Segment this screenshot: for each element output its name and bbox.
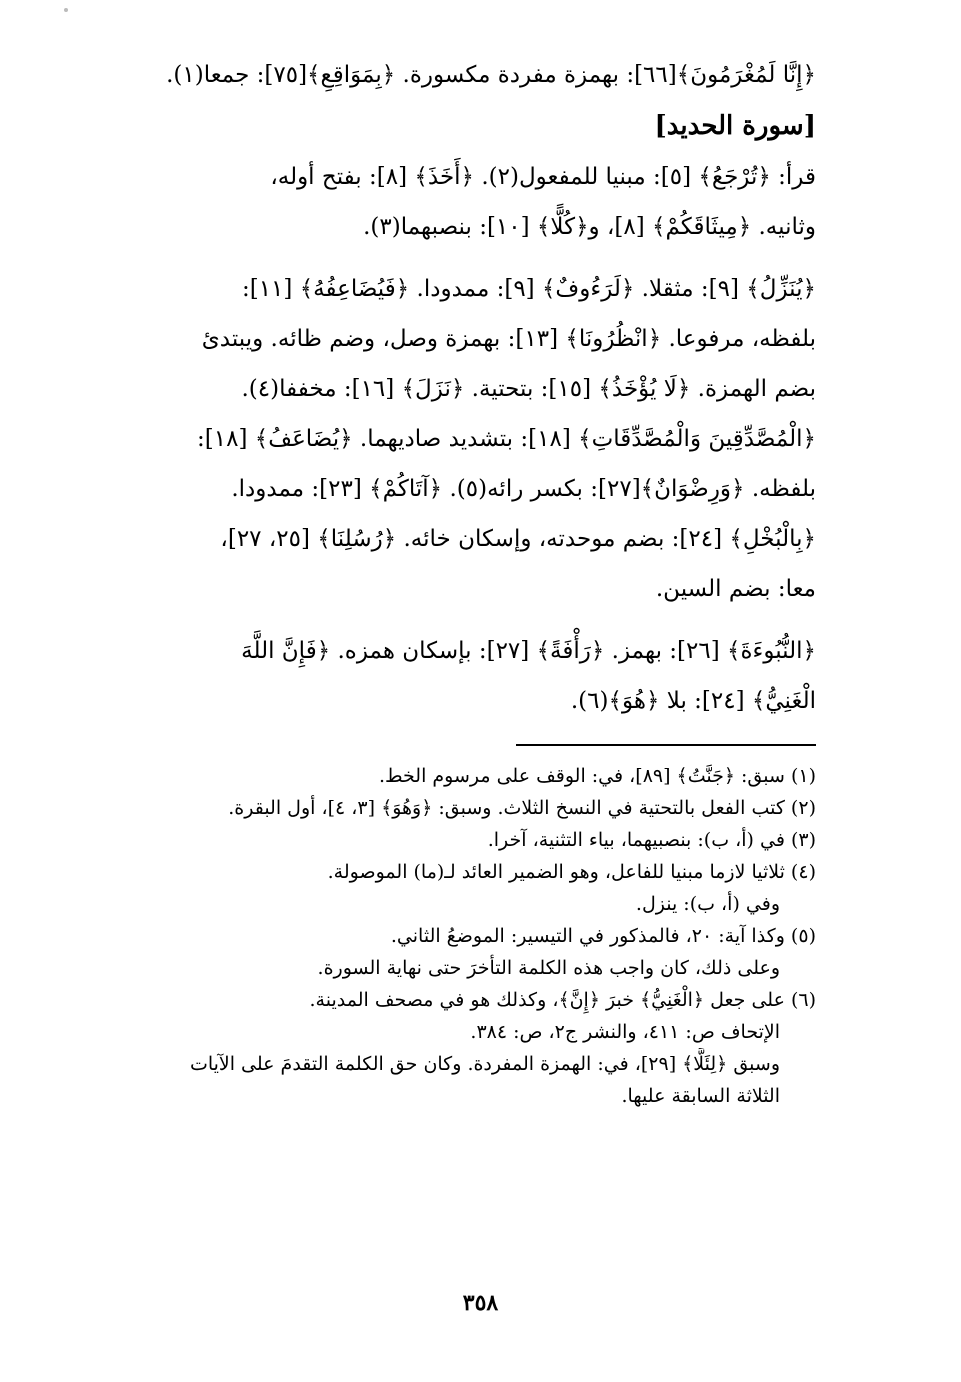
paragraph-3 [98,626,816,726]
text-line: ﴿يُنَزِّلُ﴾ [٩]: مثقلا. ﴿لَرَءُوفٌ﴾ [٩]: ممدودا. ﴿فَيُضَاعِفُهُ﴾ [١١]: [241,276,816,302]
footnotes [98,760,816,1112]
text-line: ﴿إِنَّا لَمُغْرَمُونَ﴾[٦٦]: بهمزة مفردة مكسورة. ﴿بِمَوَاقِعِ﴾[٧٥]: جمعا(١). [166,62,816,88]
text-line: ﴿الْمُصَّدِّقِينَ وَالْمُصَّدِّقَاتِ﴾ [١٨]: بتشديد صاديهما. ﴿يُضَاعَفُ﴾ [١٨]: [197,426,816,452]
footnote-separator [516,744,816,746]
footnote: (١) سبق: ﴿جَنَّتُ﴾ [٨٩]، في: الوقف على مرسوم الخط. [378,765,816,787]
surah-heading: [سورة الحديد] [654,111,816,141]
text-line: الْغَنِيُّ﴾ [٢٤]: بلا ﴿هُوَ﴾(٦). [570,688,816,714]
text-line: معا: بضم السين. [655,576,816,602]
text-line: وثانيه. ﴿مِيثَاقَكُمْ﴾ [٨]، و﴿كُلًّا﴾ [١٠]: بنصبهما(٣). [363,214,816,240]
scan-speck [64,8,68,12]
footnote-continuation: وعلى ذلك، كان واجب هذه الكلمة التأخرَ حتى نهاية السورة. [317,957,780,979]
paragraph-2 [98,264,816,614]
footnote-continuation: وسبق ﴿لِئَلَّا﴾ [٢٩]، في: الهمزة المفردة. وكان حق الكلمة التقدمَ على الآيات [189,1053,780,1075]
footnote: (٥) وكذا آية: ٢٠، فالمذكور في التيسير: الموضعُ الثاني. [390,925,816,947]
text-line: بضم الهمزة. ﴿لَا يُؤْخَذُ﴾ [١٥]: بتحتية. ﴿نَزَلَ﴾ [١٦]: مخففا(٤). [241,376,816,402]
footnote: (٣) في (أ، ب): بنصبيهما، بياء التثنية، آخرا. [487,829,816,851]
page-number: ٣٥٨ [462,1290,499,1316]
footnote-continuation: وفي (أ، ب): ينزل. [635,893,780,915]
text-line: بلفظه، مرفوعا. ﴿انْظُرُونَا﴾ [١٣]: بهمزة وصل، وضم ظائه. ويبتدئ [201,326,816,352]
footnote: (٦) على جعل ﴿الْغَنِيُّ﴾ خبرَ ﴿إِنَّ﴾، وكذلك هو في مصحف المدينة. [309,989,816,1011]
text-line: بلفظه. ﴿وَرِضْوَانٌ﴾[٢٧]: بكسر رائه(٥). ﴿آتَاكُمْ﴾ [٢٣]: ممدودا. [231,476,816,502]
footnote: (٢) كتب الفعل بالتحتية في النسخ الثلاث. وسبق: ﴿وَهُوَ﴾ [٣، ٤]، أول البقرة. [228,797,816,819]
footnote-continuation: الإتحاف ص: ٤١١، والنشر ج٢، ص: ٣٨٤. [470,1021,780,1043]
footnote-continuation: الثلاثة السابقة عليها. [621,1085,780,1107]
paragraph-1 [98,152,816,252]
page-body [98,50,816,1112]
footnote: (٤) ثلاثيا لازما مبنيا للفاعل، وهو الضمير العائد لـ(ما) الموصولة. [327,861,816,883]
text-line: قرأ: ﴿تُرْجَعُ﴾ [٥]: مبنيا للمفعول(٢). ﴿أَخَذَ﴾ [٨]: بفتح أوله، [270,164,816,190]
text-line: ﴿النُّبُوءَةَ﴾ [٢٦]: بهمز. ﴿رَأْفَةً﴾ [٢٧]: بإسكان همزه. ﴿فَإِنَّ اللَّهَ [241,638,816,664]
text-line: ﴿بِالْبُخْلِ﴾ [٢٤]: بضم موحدته، وإسكان خائه. ﴿رُسُلِنَا﴾ [٢٥، ٢٧]، [220,526,816,552]
